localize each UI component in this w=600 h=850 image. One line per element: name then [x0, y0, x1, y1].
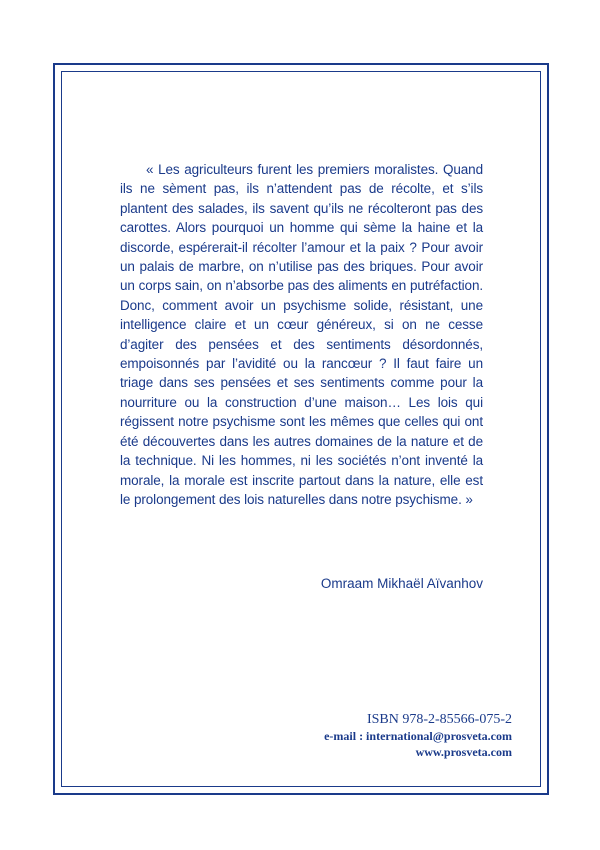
- email-line: e-mail : international@prosveta.com: [324, 729, 512, 743]
- website-line: www.prosveta.com: [415, 745, 512, 759]
- isbn-line: ISBN 978-2-85566-075-2: [366, 712, 512, 727]
- quote-paragraph: « Les agriculteurs furent les premiers moralistes. Quand ils ne sèment pas, ils n’attendent pas de récolte, et s’ils plantent des salades, ils savent qu’ils ne récolteront pas des carottes. Alors pourquoi un homme qui sème la haine et la discorde, espérerait-il récolter l’amour et la paix ? Pour avoir un palais de marbre, on n’utilise pas des briques. Pour avoir un corps sain, on n’absorbe pas des aliments en putréfaction. Donc, comment avoir un psychisme solide, résistant, une intelligence claire et un cœur généreux, si on ne cesse d’agiter des pensées et des sentiments désordonnés, empoisonnés par l’avidité ou la rancœur ? Il faut faire un triage dans ses pensées et ses sentiments comme pour la nourriture ou la construction d’une maison… Les lois qui régissent notre psychisme sont les mêmes que celles qui ont été découvertes dans les autres domaines de la nature et de la technique. Ni les hommes, ni les sociétés n’ont inventé la morale, la morale est inscrite partout dans la nature, elle est le prolongement des lois naturelles dans notre psychisme. »: [120, 162, 483, 507]
- colophon: [324, 711, 512, 760]
- quote-author: Omraam Mikhaël Aïvanhov: [320, 576, 483, 591]
